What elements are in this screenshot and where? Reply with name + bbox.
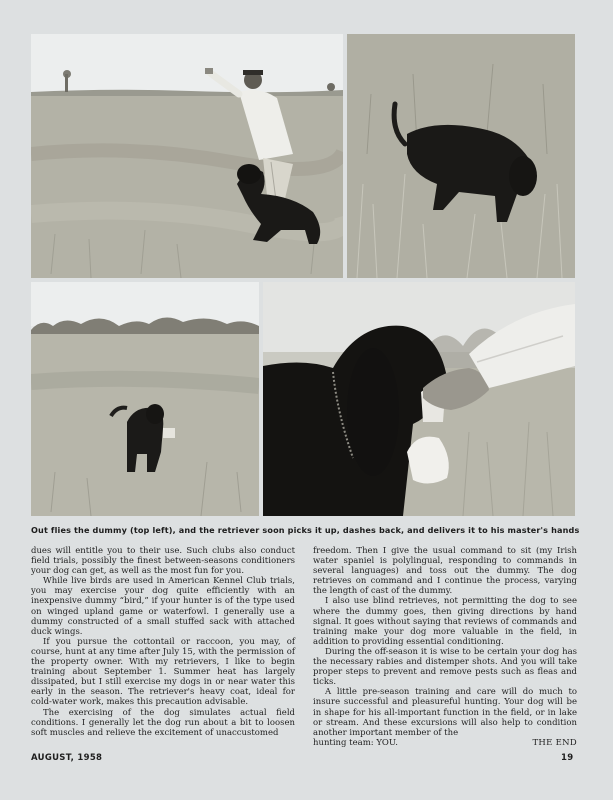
article-paragraph: A little pre-season training and care will do much to insure successful and pleasureful hunting. Your dog will be in shape for his all-important function in the field, or in lake or stream. And these excursions will also help to condition another important member of the — [313, 687, 577, 738]
article-paragraph: If you pursue the cottontail or raccoon, you may, of course, hunt at any time after July 15, with the permission of the property owner. With my retrievers, I like to begin training about September 1. Summer heat has largely dissipated, but I still exercise my dogs in or near water this early in the season. The retriever's heavy coat, ideal for cold-water work, makes this precaution advisable. — [31, 636, 295, 708]
article-paragraph: dues will entitle you to their use. Such clubs also conduct field trials, possibly the finest between-seasons conditioners your dog can get, as well as the most fun for you. — [31, 546, 295, 577]
article-paragraph: While live birds are used in American Kennel Club trials, you may exercise your dog quite efficiently with an inexpensive dummy “bird,” if your hunter is of the type used on winged upland game or waterfowl. I generally use a dummy constructed of a small stuffed sack with attached duck wings. — [31, 576, 295, 637]
article-column-left — [31, 546, 295, 738]
page-number: 19 — [561, 753, 574, 763]
article-paragraph: freedom. Then I give the usual command to sit (my Irish water spaniel is polylingual, responding to commands in several languages) and toss out the dummy. The dog retrieves on command and I continue the process, varying the length of cast of the dummy. — [313, 546, 577, 597]
article-last-line: hunting team: YOU. — [313, 737, 398, 748]
article-closing-line — [313, 738, 577, 748]
article-paragraph: I also use blind retrieves, not permitting the dog to see where the dummy goes, then giving directions by hand signal. It goes without saying that reviews of commands and training make your dog more valuable in the field, in addition to providing essential conditioning. — [313, 596, 577, 647]
photo-caption: Out flies the dummy (top left), and the retriever soon picks it up, dashes back, and delivers it to his master's hands — [31, 525, 580, 535]
issue-date: AUGUST, 1958 — [31, 753, 103, 763]
end-mark: THE END — [532, 737, 577, 748]
photo-dog-retrieving — [31, 282, 259, 516]
article-column-right — [313, 546, 577, 748]
article-paragraph: The exercising of the dog simulates actual field conditions. I generally let the dog run about a bit to loosen soft muscles and relieve the excitement of unaccustomed — [31, 707, 295, 738]
photo-handler-throwing-dummy — [31, 34, 343, 278]
photo-dog-delivering-dummy — [263, 282, 575, 516]
article-paragraph: During the off-season it is wise to be certain your dog has the necessary rabies and distemper shots. And you will take proper steps to prevent and remove pests such as fleas and ticks. — [313, 646, 577, 688]
photo-dog-in-grass — [347, 34, 575, 278]
